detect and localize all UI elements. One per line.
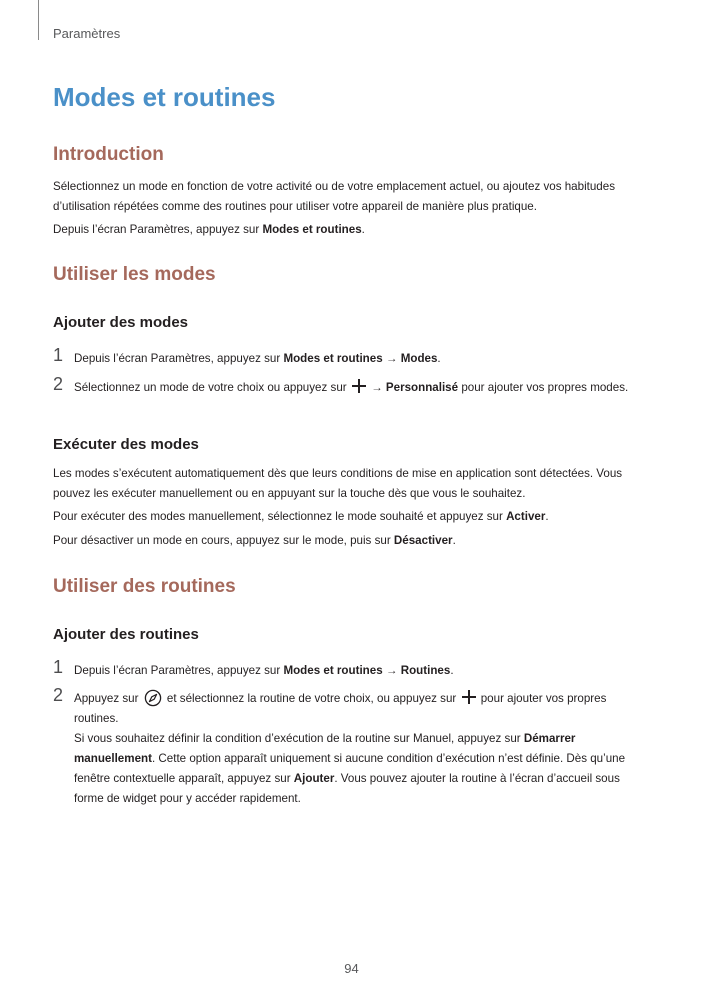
subheading-add-modes: Ajouter des modes [53, 314, 189, 331]
section-heading-introduction: Introduction [53, 144, 164, 165]
step-number: 1 [53, 657, 64, 677]
routines-step-1 [53, 657, 643, 681]
subheading-add-routines: Ajouter des routines [53, 626, 199, 643]
page-title: Modes et routines [53, 82, 276, 112]
modes-step-1 [53, 345, 643, 369]
subheading-run-modes: Exécuter des modes [53, 436, 199, 453]
run-modes-deactivate: Pour désactiver un mode en cours, appuyez sur le mode, puis sur Désactiver. [53, 534, 456, 547]
step-number: 1 [53, 345, 64, 365]
modes-step-2 [53, 374, 643, 398]
run-modes-paragraph: Les modes s’exécutent automatiquement dès que leurs conditions de mise en application sont détectées. Vous pouvez les exécuter manuellement ou en appuyant sur la touche dès que vous le souhaitez. [53, 467, 623, 500]
section-heading-routines: Utiliser des routines [53, 576, 236, 597]
intro-instruction: Depuis l’écran Paramètres, appuyez sur Modes et routines. [53, 223, 365, 236]
page-number: 94 [344, 961, 359, 976]
step-text: Appuyez sur et sélectionnez la routine de votre choix, ou appuyez sur pour ajouter vos propres routines. [74, 689, 642, 729]
step-text: Depuis l’écran Paramètres, appuyez sur Modes et routines → Routines. [74, 664, 454, 677]
intro-paragraph: Sélectionnez un mode en fonction de votre activité ou de votre emplacement actuel, ou ajoutez vos habitudes d’utilisation répétées comme des routines pour utiliser votre appareil de manière plus pratique. [53, 180, 616, 213]
plus-icon [462, 690, 476, 704]
step-number: 2 [53, 685, 64, 705]
routines-step-2 [53, 685, 643, 809]
header-divider [38, 0, 39, 40]
section-heading-modes: Utiliser les modes [53, 264, 216, 285]
plus-icon [352, 379, 366, 393]
running-header: Paramètres [53, 26, 121, 41]
step-number: 2 [53, 374, 64, 394]
step-text: Depuis l’écran Paramètres, appuyez sur Modes et routines → Modes. [74, 352, 441, 365]
step-note: Si vous souhaitez définir la condition d’exécution de la routine sur Manuel, appuyez sur Démarrer manuellement. Cette option apparaît uniquement si aucune condition d’exécution n’est définie. Dès qu’une fenêtre contextuelle apparaît, appuyez sur Ajouter. Vous pouvez ajouter la routine à l’écran d’accueil sous forme de widget pour y accéder rapidement. [74, 732, 626, 805]
compass-icon [144, 689, 162, 707]
run-modes-manual: Pour exécuter des modes manuellement, sélectionnez le mode souhaité et appuyez sur Activer. [53, 510, 549, 523]
step-text: Sélectionnez un mode de votre choix ou appuyez sur → Personnalisé pour ajouter vos propres modes. [74, 381, 629, 394]
